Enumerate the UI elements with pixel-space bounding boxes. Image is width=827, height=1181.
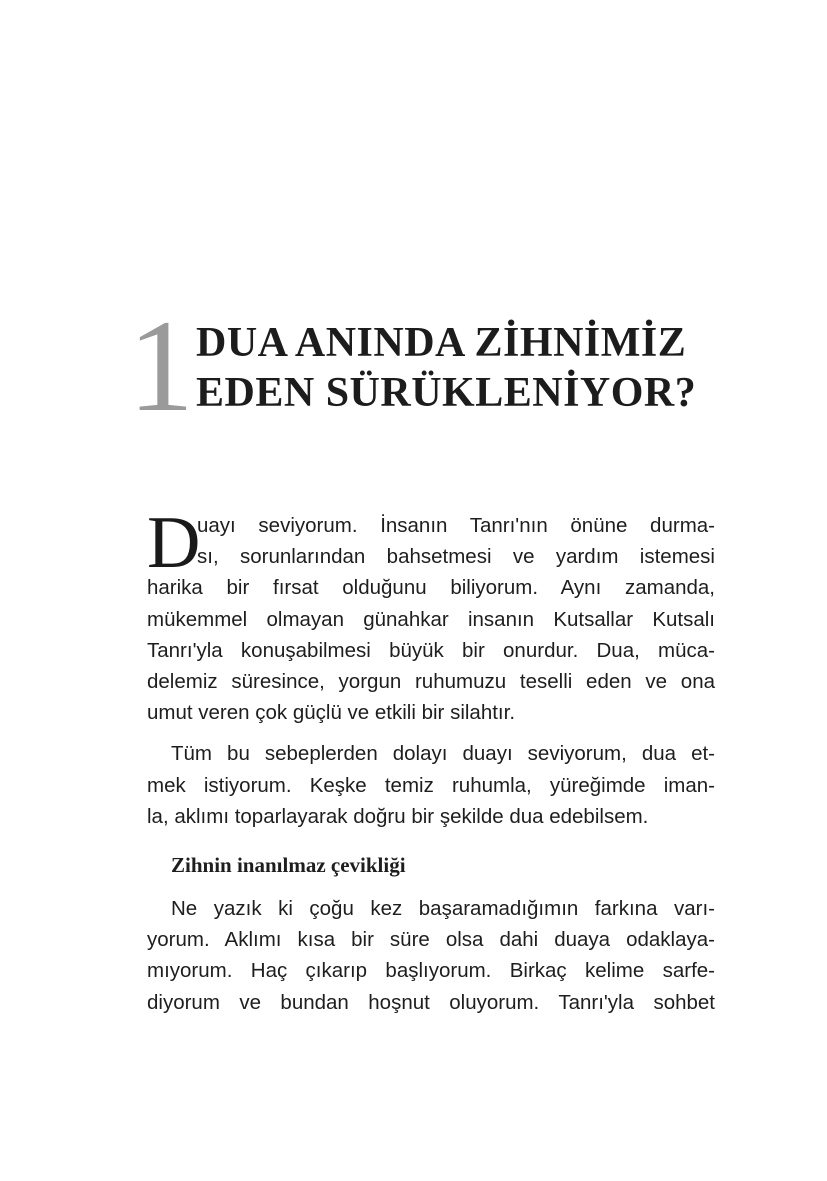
text-line: diyorum ve bundan hoşnut oluyorum. Tanrı'yla sohbet: [147, 990, 715, 1014]
text-line: uayı seviyorum. İnsanın Tanrı'nın önüne durma-: [197, 514, 715, 537]
chapter-title-line: EDEN SÜRÜKLENİYOR?: [196, 370, 697, 416]
text-line: yorum. Aklımı kısa bir süre olsa dahi duaya odaklaya-: [147, 928, 715, 952]
text-line: umut veren çok güçlü ve etkili bir silahtır.: [147, 701, 516, 725]
text-line: Tanrı'yla konuşabilmesi büyük bir onurdur. Dua, müca-: [147, 638, 715, 662]
chapter-title-line: DUA ANINDA ZİHNİMİZ: [196, 320, 687, 366]
chapter-number: 1: [128, 292, 194, 439]
text-line: Ne yazık ki çoğu kez başaramadığımın farkına varı-: [171, 897, 715, 921]
chapter-body: [147, 502, 715, 1018]
text-line: harika bir fırsat olduğunu biliyorum. Aynı zamanda,: [147, 576, 715, 600]
paragraph-2: [147, 738, 715, 832]
paragraph-3: [147, 893, 715, 1018]
section-heading: Zihnin inanılmaz çevikliği: [171, 852, 406, 877]
text-line: Tüm bu sebeplerden dolayı duayı seviyorum, dua et-: [171, 742, 715, 766]
chapter-title: [196, 318, 736, 418]
drop-cap: D: [147, 502, 201, 584]
text-line: la, aklımı toparlayarak doğru bir şekilde dua edebilsem.: [147, 804, 649, 828]
text-line: mek istiyorum. Keşke temiz ruhumla, yüreğimde iman-: [147, 773, 715, 797]
text-line: mükemmel olmayan günahkar insanın Kutsallar Kutsalı: [147, 607, 715, 631]
text-line: delemiz süresince, yorgun ruhumuzu teselli eden ve ona: [147, 669, 715, 693]
text-line: mıyorum. Haç çıkarıp başlıyorum. Birkaç kelime sarfe-: [147, 959, 715, 983]
text-line: sı, sorunlarından bahsetmesi ve yardım istemesi: [197, 545, 715, 569]
paragraph-1: [147, 502, 715, 728]
